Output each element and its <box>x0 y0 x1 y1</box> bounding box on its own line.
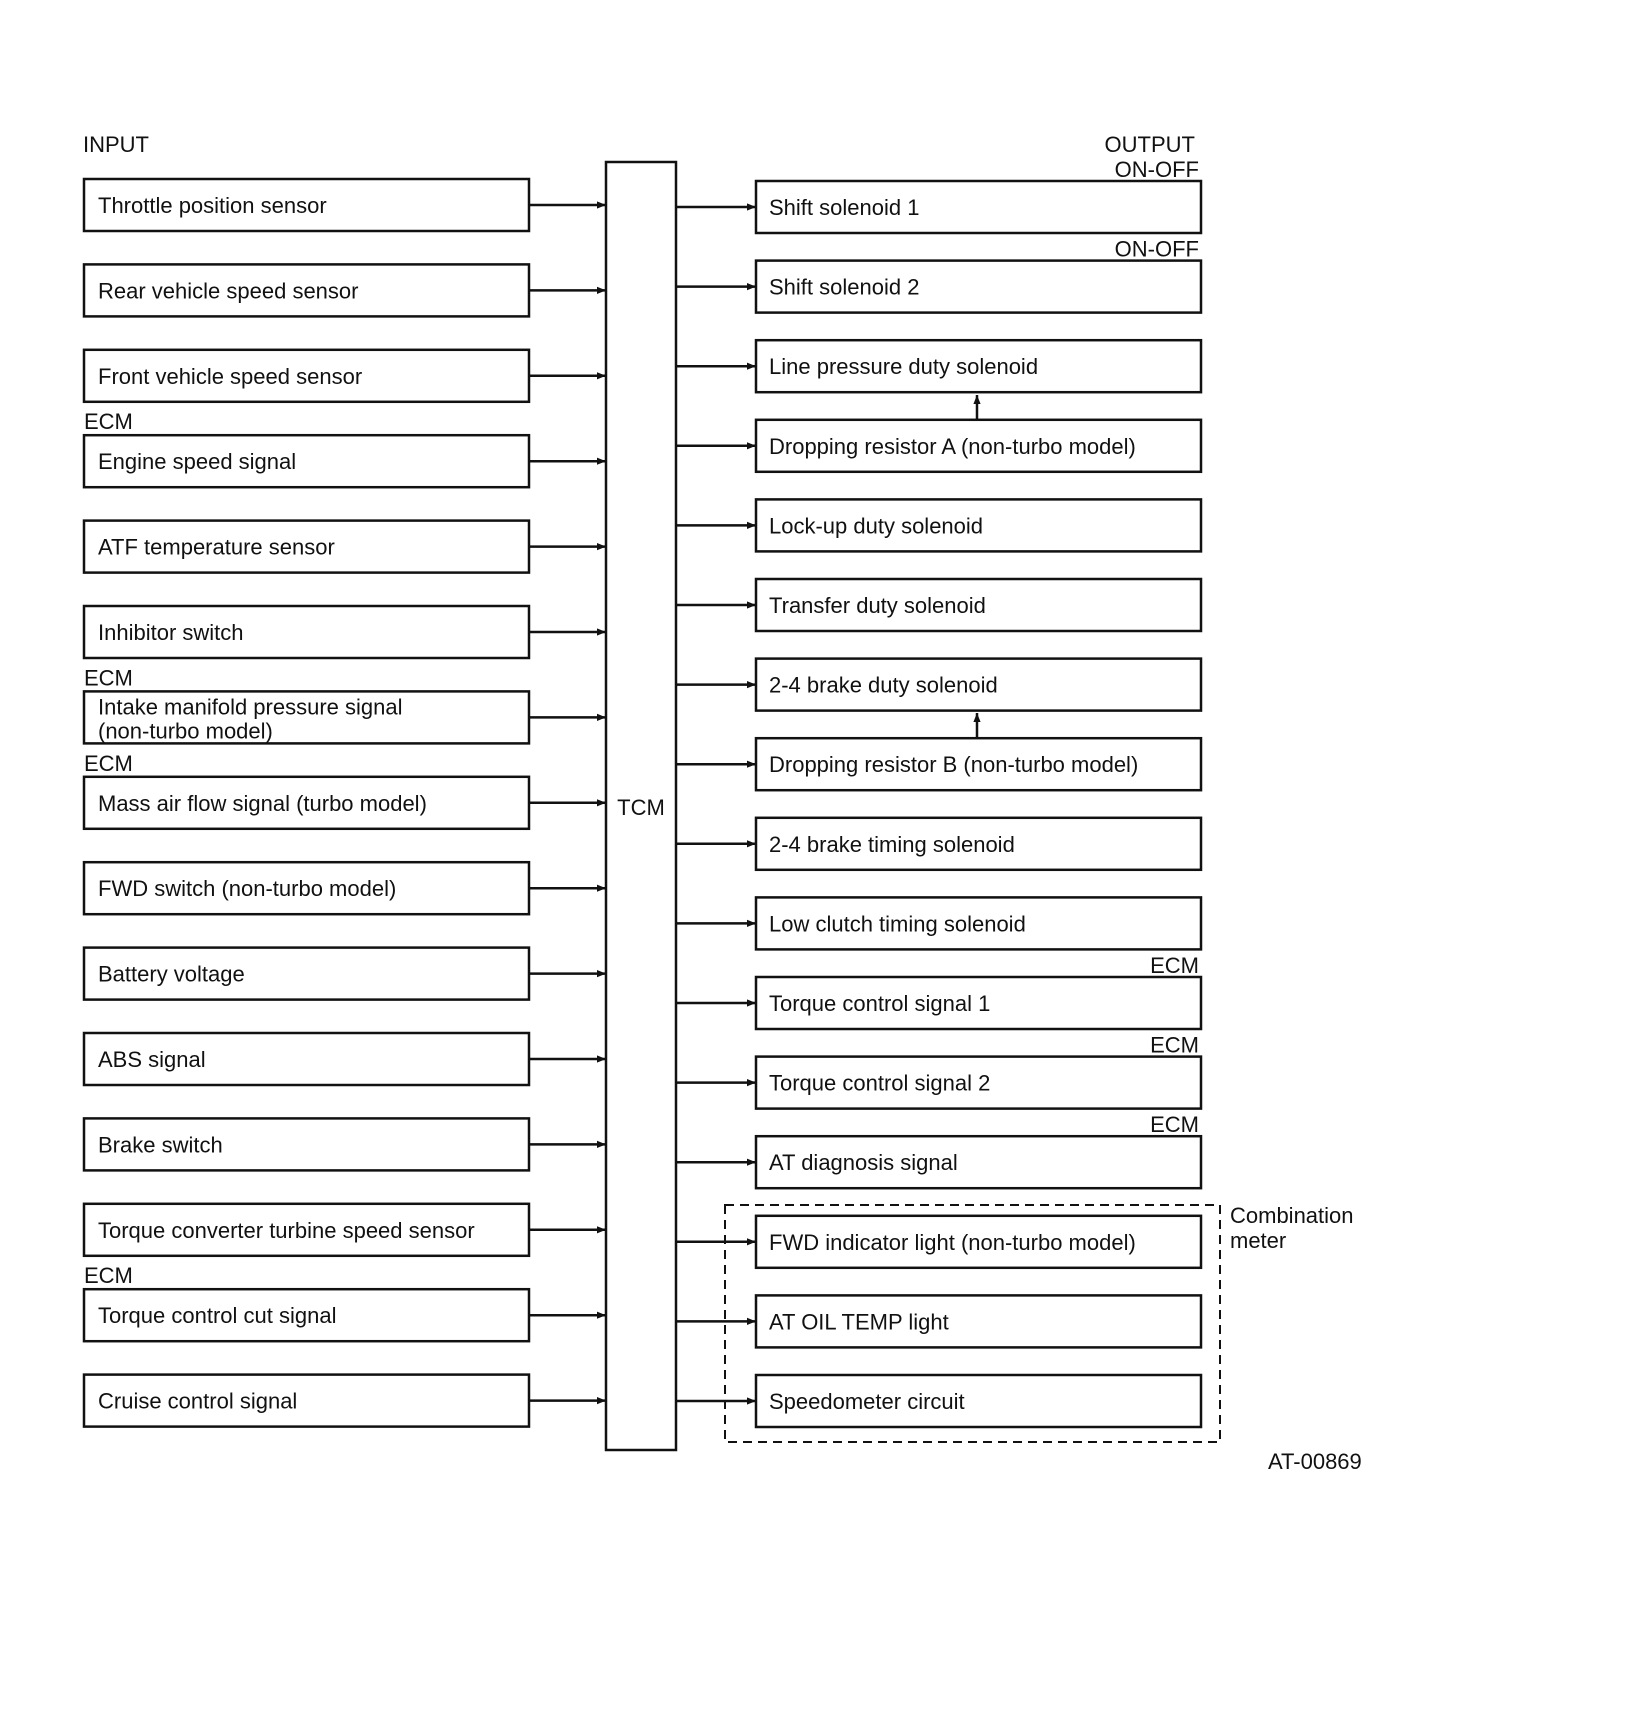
input-item <box>84 1033 606 1085</box>
input-label-line2: (non-turbo model) <box>98 718 273 744</box>
input-item <box>84 1204 606 1256</box>
output-label: Shift solenoid 1 <box>769 195 920 220</box>
output-tag: ON-OFF <box>1114 157 1199 182</box>
output-label: FWD indicator light (non-turbo model) <box>769 1229 1136 1255</box>
input-label: Mass air flow signal (turbo model) <box>98 790 427 816</box>
input-label: Torque converter turbine speed sensor <box>98 1217 475 1243</box>
input-label: Inhibitor switch <box>98 620 244 645</box>
output-item <box>676 579 1201 631</box>
input-item <box>84 1118 606 1170</box>
output-item <box>676 1295 1201 1347</box>
input-item <box>84 409 606 487</box>
output-label: 2-4 brake timing solenoid <box>769 831 1015 857</box>
input-label: Engine speed signal <box>98 449 297 475</box>
input-source-tag: ECM <box>84 750 133 776</box>
inputs-group <box>84 179 606 1427</box>
output-label: 2-4 brake duty solenoid <box>769 672 998 698</box>
input-item <box>84 264 606 316</box>
input-label: Front vehicle speed sensor <box>98 363 363 389</box>
input-label: Torque control cut signal <box>98 1303 337 1329</box>
input-label: Intake manifold pressure signal <box>98 694 403 720</box>
output-label: Dropping resistor B (non-turbo model) <box>769 752 1139 778</box>
output-tag: ON-OFF <box>1114 236 1199 262</box>
tcm-label: TCM <box>617 795 665 820</box>
input-label: Throttle position sensor <box>98 193 327 218</box>
output-item <box>676 1375 1201 1427</box>
output-item <box>676 818 1201 870</box>
output-item <box>676 1033 1201 1109</box>
input-item <box>84 350 606 402</box>
output-item <box>676 1216 1201 1268</box>
output-item <box>676 237 1201 313</box>
output-label: Dropping resistor A (non-turbo model) <box>769 433 1136 459</box>
output-label: Torque control signal 1 <box>769 991 991 1016</box>
output-item <box>676 897 1201 949</box>
output-label: Transfer duty solenoid <box>769 593 986 618</box>
input-item <box>84 751 606 829</box>
output-label: Low clutch timing solenoid <box>769 911 1026 937</box>
output-label: Lock-up duty solenoid <box>769 513 984 539</box>
input-item <box>84 1263 606 1341</box>
input-label: FWD switch (non-turbo model) <box>98 876 397 902</box>
figure-id: AT-00869 <box>1268 1449 1362 1474</box>
output-item <box>676 340 1201 392</box>
output-tag: ECM <box>1150 1032 1199 1058</box>
input-item <box>84 1375 606 1427</box>
output-item <box>676 157 1201 233</box>
outputs-group <box>676 157 1201 1427</box>
output-item <box>676 738 1201 790</box>
output-label: Torque control signal 2 <box>769 1070 991 1096</box>
output-item <box>676 659 1201 711</box>
input-item <box>84 665 606 743</box>
input-item <box>84 179 606 231</box>
input-item <box>84 521 606 573</box>
input-source-tag: ECM <box>84 665 133 691</box>
input-item <box>84 948 606 1000</box>
input-heading: INPUT <box>83 132 149 157</box>
input-label: ABS signal <box>98 1047 206 1072</box>
output-label: Speedometer circuit <box>769 1389 965 1414</box>
output-heading: OUTPUT <box>1104 132 1195 157</box>
input-item <box>84 862 606 914</box>
input-item <box>84 606 606 658</box>
combination-meter-label-2: meter <box>1230 1228 1287 1253</box>
input-source-tag: ECM <box>84 1263 133 1289</box>
output-item <box>676 953 1201 1029</box>
output-tag: ECM <box>1150 1112 1199 1138</box>
output-label: Line pressure duty solenoid <box>769 354 1039 380</box>
output-label: AT OIL TEMP light <box>769 1309 949 1335</box>
input-source-tag: ECM <box>84 409 133 435</box>
output-tag: ECM <box>1150 953 1199 978</box>
input-label: Rear vehicle speed sensor <box>98 278 359 304</box>
output-item <box>676 499 1201 551</box>
input-label: Brake switch <box>98 1132 223 1158</box>
input-label: Cruise control signal <box>98 1388 298 1414</box>
output-label: AT diagnosis signal <box>769 1150 958 1176</box>
input-label: ATF temperature sensor <box>98 534 335 560</box>
output-item <box>676 1112 1201 1188</box>
output-item <box>676 420 1201 472</box>
combination-meter-label-1: Combination <box>1230 1203 1354 1228</box>
output-label: Shift solenoid 2 <box>769 274 920 300</box>
input-label: Battery voltage <box>98 961 245 987</box>
